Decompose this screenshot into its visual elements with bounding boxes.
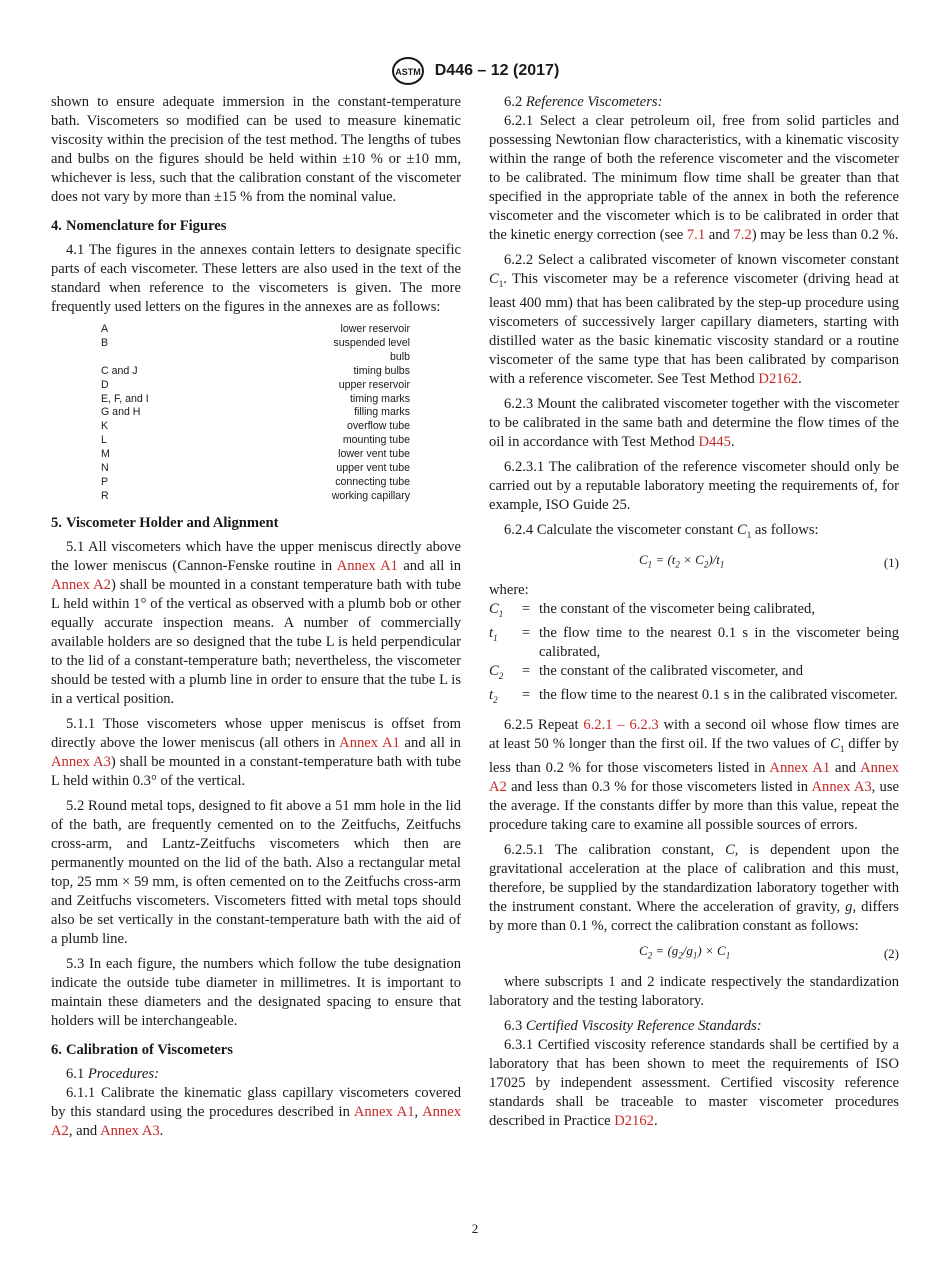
where-equals: = bbox=[521, 687, 531, 704]
annex-a1-link[interactable]: Annex A1 bbox=[353, 1103, 415, 1120]
nomenclature-part: lower vent tube bbox=[338, 448, 410, 461]
paragraph-5-1-1: 5.1.1 Those viscometers whose upper meniscus is offset from directly above the lower meniscus (all others in Annex A1 and all in Annex A3) shall be mounted in a constant-temperature bath with tube L held within 0.3° of the vertical. bbox=[51, 715, 461, 789]
paragraph-6-1: 6.1 Procedures: bbox=[66, 1065, 159, 1082]
nomenclature-letter: B bbox=[101, 336, 109, 349]
nomenclature-part: working capillary bbox=[331, 489, 410, 502]
section-6-heading: 6. Calibration of Viscometers bbox=[51, 1041, 233, 1058]
svg-text:ASTM: ASTM bbox=[394, 67, 421, 77]
where-equals: = bbox=[521, 663, 531, 680]
annex-a1-link[interactable]: Annex A1 bbox=[769, 760, 831, 777]
paragraph-6-3: 6.3 Certified Viscosity Reference Standards: bbox=[504, 1017, 762, 1034]
nomenclature-part: upper vent tube bbox=[336, 462, 410, 475]
paragraph-6-2-3: 6.2.3 Mount the calibrated viscometer together with the viscometer to be calibrated in the same bath and determine the flow times of the oil in accordance with Test Method D445. bbox=[489, 395, 899, 450]
nomenclature-letter: K bbox=[101, 420, 109, 433]
annex-a1-link[interactable]: Annex A1 bbox=[339, 734, 400, 751]
paragraph-6-2-3-1: 6.2.3.1 The calibration of the reference viscometer should only be carried out by a reputable laboratory meeting the requirements of, for example, ISO Guide 25. bbox=[489, 458, 899, 513]
where-description: the flow time to the nearest 0.1 s in the calibrated viscometer. bbox=[539, 687, 898, 704]
where-definition-row bbox=[489, 600, 899, 624]
annex-a2-link[interactable]: Annex A2 bbox=[489, 760, 899, 796]
where-description: the constant of the calibrated viscometer, and bbox=[539, 663, 804, 680]
paragraph-where-subscripts: where subscripts 1 and 2 indicate respectively the standardization laboratory and the testing laboratory. bbox=[489, 973, 899, 1009]
intro-paragraph: shown to ensure adequate immersion in the constant-temperature bath. Viscometers so modified can be used to measure kinematic viscosity within the precision of the test method. The lengths of tubes and bulbs on the figures should be held within ±10 % or ±10 mm, whichever is less, such that the calibration constant of the viscometer does not vary by more than ±15 % from the nominal value. bbox=[51, 94, 461, 205]
paragraph-6-2-2: 6.2.2 Select a calibrated viscometer of known viscometer constant $C_1$. This viscometer may be a reference viscometer (driving head at least 400 mm) that has been calibrated by the step-up procedure using viscometers of successively larger capillary diameters, starting with distilled water as the basic kinematic viscosity standard or a routine viscometer of the same type that has been calibrated by comparison with a reference viscometer. See Test Method D2162. bbox=[489, 252, 899, 387]
nomenclature-row bbox=[101, 476, 410, 490]
nomenclature-row bbox=[101, 448, 410, 462]
where-list bbox=[489, 600, 899, 710]
nomenclature-letter: N bbox=[101, 462, 109, 475]
nomenclature-part: filling marks bbox=[354, 406, 410, 419]
where-label: where: bbox=[489, 582, 529, 599]
nomenclature-row bbox=[101, 379, 410, 393]
paragraph-6-1-1: 6.1.1 Calibrate the kinematic glass capillary viscometers covered by this standard using the procedures described in Annex A1, Annex A2, and Annex A3. bbox=[51, 1084, 461, 1139]
section-7-2-link[interactable]: 7.2 bbox=[733, 227, 752, 243]
equation-1 bbox=[489, 550, 899, 575]
annex-a3-link[interactable]: Annex A3 bbox=[100, 1122, 160, 1139]
nomenclature-part: timing marks bbox=[349, 392, 410, 405]
paragraph-4-1: 4.1 The figures in the annexes contain letters to designate specific parts of each viscometer. These letters are also used in the text of the standard when reference to the viscometers is given. The more frequently used letters on the figures in the annexes are as follows: bbox=[51, 242, 461, 315]
paragraph-6-2-4: 6.2.4 Calculate the viscometer constant $C_1$ as follows: bbox=[504, 521, 819, 540]
paragraph-6-2: 6.2 Reference Viscometers: bbox=[504, 94, 663, 110]
annex-a2-link[interactable]: Annex A2 bbox=[51, 576, 111, 593]
nomenclature-letter: R bbox=[101, 489, 109, 502]
equation-2-body: $C_2 = (g_2/g_1) \times C_1$ bbox=[639, 943, 731, 961]
section-7-1-link[interactable]: 7.1 bbox=[686, 227, 706, 243]
nomenclature-row bbox=[101, 365, 410, 379]
where-symbol: $t_2$ bbox=[489, 687, 498, 706]
annex-a3-link[interactable]: Annex A3 bbox=[811, 779, 872, 796]
nomenclature-part: overflow tube bbox=[346, 420, 410, 433]
document-id: D446 – 12 (2017) bbox=[434, 62, 560, 79]
nomenclature-part: timing bulbs bbox=[353, 364, 410, 377]
section-4-heading: 4. Nomenclature for Figures bbox=[51, 218, 227, 234]
nomenclature-letter: M bbox=[101, 448, 110, 461]
nomenclature-part: lower reservoir bbox=[340, 323, 410, 335]
nomenclature-part: mounting tube bbox=[342, 434, 410, 447]
right-column bbox=[489, 93, 899, 1131]
paragraph-6-2-5-1: 6.2.5.1 The calibration constant, C, is dependent upon the gravitational acceleration at the place of calibration and this must, therefore, be supplied by the standardization laboratory together with the instrument constant. Where the acceleration of gravity, g, differs by more than 0.1 %, correct the calibration constant as follows: bbox=[489, 842, 899, 935]
nomenclature-row bbox=[101, 351, 410, 365]
annex-a2-link[interactable]: Annex A2 bbox=[51, 1103, 461, 1139]
equation-1-number: (1) bbox=[883, 554, 899, 570]
nomenclature-row bbox=[101, 393, 410, 407]
where-definition-row bbox=[489, 624, 899, 662]
page-number: 2 bbox=[471, 1221, 479, 1236]
nomenclature-letter: D bbox=[101, 378, 109, 391]
where-equals: = bbox=[521, 625, 531, 642]
paragraph-5-2: 5.2 Round metal tops, designed to fit above a 51 mm hole in the lid of the bath, are frequently cemented on to the Zeitfuchs, Zeitfuchs cross-arm, and Lantz-Zeitfuchs viscometers which then are permanently mounted on the lid of the bath. Also a rectangular metal top, 25 mm × 59 mm, is often cemented on to the Zeitfuchs cross-arm and Zeitfuchs viscometers. Viscometers fitted with metal tops should also be set vertically in the constant-temperature bath with the aid of a plumb line. bbox=[51, 797, 461, 947]
nomenclature-row bbox=[101, 462, 410, 476]
where-description: the flow time to the nearest 0.1 s in the viscometer being calibrated, bbox=[539, 625, 899, 661]
where-symbol: $C_1$ bbox=[489, 601, 504, 620]
d2162-link[interactable]: D2162 bbox=[758, 370, 799, 387]
paragraph-6-2-5: 6.2.5 Repeat 6.2.1 – 6.2.3 with a second oil whose flow times are at least 50 % longer than the first oil. If the two values of $C_1$ differ by less than 0.2 % for those viscometers listed in Annex A1 and Annex A2 and less than 0.3 % for those viscometers listed in Annex A3, use the average. If the constants differ by more than this value, repeat the procedure taking care to examine all possible sources of errors. bbox=[489, 717, 900, 834]
nomenclature-letter: G and H bbox=[101, 406, 141, 419]
annex-a3-link[interactable]: Annex A3 bbox=[51, 753, 111, 770]
nomenclature-row bbox=[101, 323, 410, 337]
paragraph-5-3: 5.3 In each figure, the numbers which follow the tube designation indicate the outside tube diameter in millimetres. It is important to maintain these diameters and the designated spacing to ensure that holders will be interchangeable. bbox=[51, 955, 461, 1029]
nomenclature-letter: P bbox=[101, 475, 109, 488]
section-5-heading: 5. Viscometer Holder and Alignment bbox=[51, 514, 279, 531]
nomenclature-row bbox=[101, 434, 410, 448]
left-column bbox=[51, 93, 461, 1141]
nomenclature-part: suspended level bbox=[333, 336, 410, 349]
paragraph-5-1: 5.1 All viscometers which have the upper meniscus directly above the lower meniscus (Cannon-Fenske routine in Annex A1 and all in Annex A2) shall be mounted in a constant temperature bath with tube L held within 1° of the vertical as observed with a plumb bob or other equally accurate inspection means. A number of commercially available holders are so designed that the tube L is held perpendicular to the lid of a constant-temperature bath; nevertheless, the viscometer should be tested with a plumb line in order to ensure that the tube L is in a vertical position. bbox=[51, 538, 461, 707]
equation-2 bbox=[489, 941, 899, 966]
paragraph-6-3-1: 6.3.1 Certified viscosity reference standards shall be certified by a laboratory that has been shown to meet the requirements of ISO 17025 by independent assessment. Certified viscosity reference standards shall be traceable to master viscometer procedures described in Practice D2162. bbox=[489, 1036, 899, 1129]
nomenclature-part: upper reservoir bbox=[338, 378, 410, 391]
nomenclature-part: bulb bbox=[389, 350, 410, 363]
where-definition-row bbox=[489, 686, 899, 710]
nomenclature-letter: A bbox=[101, 323, 109, 335]
nomenclature-row bbox=[101, 490, 410, 504]
paragraph-6-2-1: 6.2.1 Select a clear petroleum oil, free from solid particles and possessing Newtonian flow characteristics, with a kinematic viscosity within the range of both the reference viscometer and the viscometer to be calibrated. The minimum flow time shall be greater than that specified in the appropriate table of the annex in both the reference viscometer and the viscometer which is to be calibrated in order that the kinetic energy correction (see 7.1 and 7.2) may be less than 0.2 %. bbox=[489, 113, 899, 243]
d2162-link[interactable]: D2162 bbox=[614, 1112, 654, 1129]
page-header bbox=[0, 56, 950, 84]
astm-logo-icon bbox=[391, 56, 425, 86]
nomenclature-row bbox=[101, 406, 410, 420]
d445-link[interactable]: D445 bbox=[698, 433, 731, 450]
where-symbol: $t_1$ bbox=[489, 625, 498, 644]
where-description: the constant of the viscometer being calibrated, bbox=[539, 601, 815, 618]
nomenclature-row bbox=[101, 420, 410, 434]
where-symbol: $C_2$ bbox=[489, 663, 504, 682]
nomenclature-row bbox=[101, 337, 410, 351]
equation-2-number: (2) bbox=[883, 945, 899, 961]
annex-a1-link[interactable]: Annex A1 bbox=[336, 557, 398, 574]
nomenclature-part: connecting tube bbox=[335, 475, 410, 488]
where-equals: = bbox=[521, 601, 531, 618]
nomenclature-letter: E, F, and I bbox=[101, 392, 149, 405]
equation-1-body: $C_1 = (t_2 \times C_2)/t_1$ bbox=[639, 551, 725, 570]
nomenclature-letter: L bbox=[101, 434, 107, 447]
where-definition-row bbox=[489, 662, 899, 686]
nomenclature-list bbox=[101, 323, 410, 504]
section-6-2-1-link[interactable]: 6.2.1 – 6.2.3 bbox=[583, 717, 659, 734]
nomenclature-letter: C and J bbox=[101, 364, 138, 377]
